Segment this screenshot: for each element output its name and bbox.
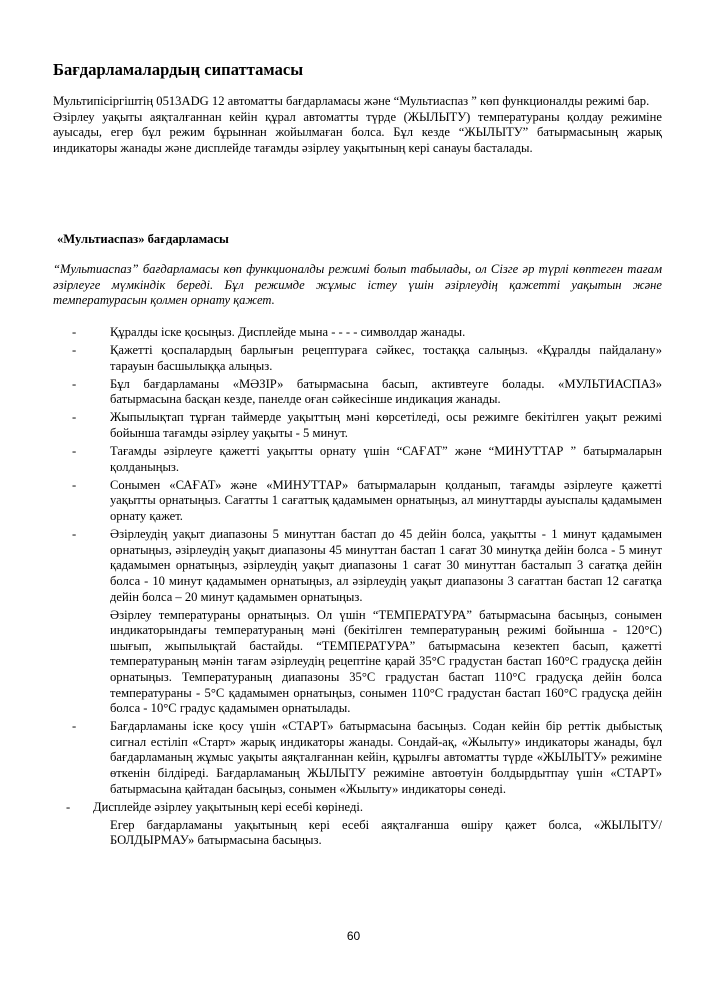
list-bullet: - — [72, 527, 77, 542]
steps-list — [53, 325, 662, 849]
list-item — [53, 527, 662, 605]
list-bullet: - — [66, 799, 71, 814]
list-item-text: Құралды іске қосыңыз. Дисплейде мына - - - - символдар жанады. — [110, 325, 466, 339]
list-bullet: - — [72, 343, 77, 358]
list-item-text: Тағамды әзірлеуге қажетті уақытты орнату үшін “САҒАТ” және “МИНУТТАР ” батырмаларын қолданыңыз. — [110, 444, 662, 474]
list-item — [53, 377, 662, 408]
list-bullet: - — [72, 325, 77, 339]
list-item — [53, 444, 662, 475]
list-bullet: - — [72, 719, 77, 734]
page-title: Бағдарламалардың сипаттамасы — [53, 60, 304, 79]
list-item-text: Бұл бағдарламаны «МӘЗІР» батырмасына басып, активтеуге болады. «МУЛЬТИАСПАЗ» батырмасына басқан кезде, панелде оған сәйкесінше индикация жанады. — [110, 376, 662, 407]
list-item — [53, 800, 662, 816]
list-item — [53, 719, 662, 797]
list-item-continuation: Әзірлеу температураны орнатыңыз. Ол үшін “ТЕМПЕРАТУРА” батырмасына басыңыз, сонымен индикаторындағы температураның мәні (бекітілген температураның режимі бойынша - 120°С) шығып, жыпылықтай бастайды. “ТЕМПЕРАТУРА” батырмасына кезектеп басып, қажетті температураның мәнін тағам әзірлеудің рецептіне қарай 35°С градустан бастап 160°С градусқа дейін орнатыңыз. Температураның диапазоны 35°С градустан бастап 110°С градусқа дейін болса температураны - 5°С қадамымен орнатыңыз, сонымен 110°С градустан бастап 160°С градусқа дейін болса - 10°С градус қадамымен орнатылады. — [110, 607, 662, 716]
list-item-text: Қажетті қоспалардың барлығын рецептураға сәйкес, тостаққа салыңыз. «Құралды пайдалану» тарауын басшылыққа алыңыз. — [110, 343, 662, 373]
list-item-text: Бағдарламаны іске қосу үшін «СТАРТ» батырмасына басыңыз. Содан кейін бір реттік дыбыстық сигнал естіліп «Старт» жарық индикаторы жанады. Сондай-ақ, «Жылыту» индикаторы жанады, бұл бағдарламаның жұмыс уақыты аяқталғаннан кейін, құрылғы автоматты түрде «ЖЫЛЫТУ» режиміне өткенін білдіреді. Бағдарламаның ЖЫЛЫТУ режиміне автоөтуін болдырдытпау үшін «СТАРТ» батырмасына қайтадан басыңыз, сонымен «Жылыту» индикаторы сөнеді. — [110, 719, 662, 796]
list-item — [53, 325, 662, 341]
intro-section — [53, 94, 662, 156]
list-item — [53, 343, 662, 374]
list-bullet: - — [72, 376, 77, 391]
list-item-text: Әзірлеудің уақыт диапазоны 5 минуттан бастап до 45 дейін болса, уақытты - 1 минут қадамымен орнатыңыз, әзірлеудің уақыт диапазоны 45 минуттан бастап 1 сағат 30 минутқа дейін болса - 5 минут қадамымен орнатыңыз, әзірлеудің уақыт диапазоны 1 сағат 30 минуттан басталып 3 сағатқа дейін болса - 10 минут қадамымен орнатыңыз, ал әзірлеудің уақыт диапазоны 3 сағаттан бастап 12 сағатқа дейін болса – 20 минут қадамымен орнатыңыз. — [110, 527, 662, 604]
list-item — [53, 478, 662, 525]
list-item-continuation: Егер бағдарламаны уақытының кері есебі аяқталғанша өшіру қажет болса, «ЖЫЛЫТУ/БОЛДЫРМАУ» батырмасына басыңыз. — [110, 817, 662, 848]
section-lead: “Мультиаспаз” бағдарламасы көп функционалды режимі болып табылады, ол Сізге әр түрлі көптеген тағам әзірлеуге мүмкіндік береді. Бұл режимде жұмыс істеу үшін әзірлеудің қажетті уақытын және температурасын қолмен орнату қажет. — [53, 262, 662, 308]
intro-paragraph-1: Мультипісіргіштің 0513ADG 12 автоматты бағдарламасы және “Мультиаспаз ” көп функционалды режимі бар. — [53, 94, 650, 108]
list-item-text: Жыпылықтап тұрған таймерде уақыттың мәні көрсетіледі, осы режимге бекітілген уақыт режимі бойынша тағамды әзірлеу уақыты - 5 минут. — [110, 410, 662, 441]
list-bullet: - — [72, 477, 77, 492]
intro-paragraph-2: Әзірлеу уақыты аяқталғаннан кейін құрал автоматты түрде (ЖЫЛЫТУ) температураны қолдау режиміне ауысады, егер бұл режим бұрыннан жойылмаған болса. Бұл кезде “ЖЫЛЫТУ” батырмасының жарық индикаторы жанады және дисплейде тағамды әзірлеу уақытының кері санауы басталады. — [53, 109, 662, 155]
list-bullet: - — [72, 410, 77, 425]
page-number: 60 — [346, 929, 361, 943]
list-item-text: Дисплейде әзірлеу уақытының кері есебі көрінеді. — [93, 799, 364, 814]
list-item — [53, 410, 662, 441]
section-heading: «Мультиаспаз» бағдарламасы — [57, 232, 229, 246]
list-bullet: - — [72, 444, 77, 459]
list-item-text: Сонымен «САҒАТ» және «МИНУТТАР» батырмаларын қолданып, тағамды әзірлеуге қажетті уақытты орнатыңыз. Сағатты 1 сағаттық қадамымен орнатыңыз, ал минуттарды ауыспалы қадамымен орнату қажет. — [110, 477, 662, 524]
